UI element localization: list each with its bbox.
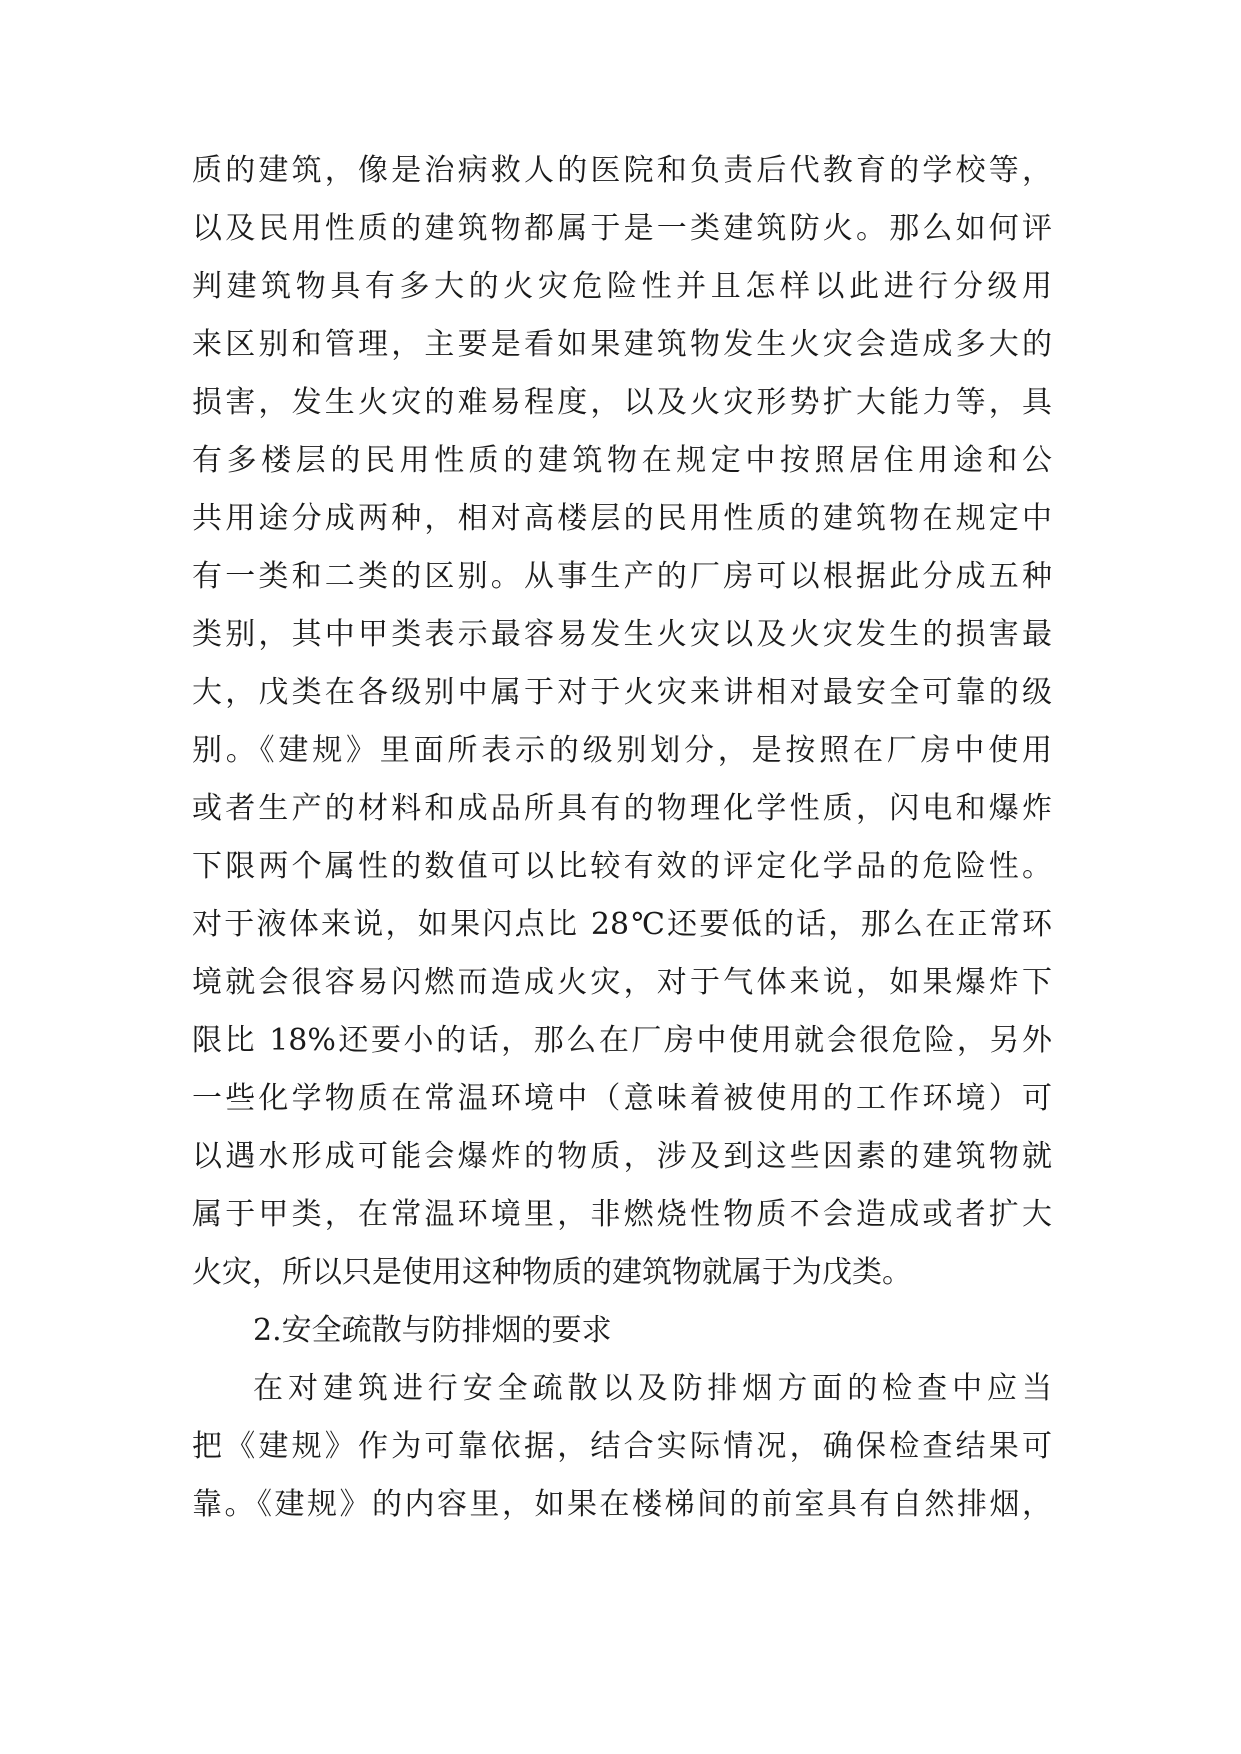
paragraph-line: 把《建规》作为可靠依据，结合实际情况，确保检查结果可 xyxy=(192,1429,1052,1464)
paragraph-line: 对于液体来说，如果闪点比 28℃还要低的话，那么在正常环 xyxy=(192,907,1052,942)
paragraph-line: 来区别和管理，主要是看如果建筑物发生火灾会造成多大的 xyxy=(192,327,1052,362)
paragraph-line: 大，戊类在各级别中属于对于火灾来讲相对最安全可靠的级 xyxy=(192,675,1052,710)
paragraph-line: 属于甲类，在常温环境里，非燃烧性物质不会造成或者扩大 xyxy=(192,1197,1052,1232)
paragraph-line: 以遇水形成可能会爆炸的物质，涉及到这些因素的建筑物就 xyxy=(192,1139,1052,1174)
paragraph-line: 火灾，所以只是使用这种物质的建筑物就属于为戊类。 xyxy=(192,1255,912,1290)
paragraph-line: 一些化学物质在常温环境中（意味着被使用的工作环境）可 xyxy=(192,1081,1052,1116)
paragraph-line: 有多楼层的民用性质的建筑物在规定中按照居住用途和公 xyxy=(192,443,1052,478)
paragraph-line: 损害，发生火灾的难易程度，以及火灾形势扩大能力等，具 xyxy=(192,385,1052,420)
section-heading: 2.安全疏散与防排烟的要求 xyxy=(253,1313,612,1348)
paragraph-line: 质的建筑，像是治病救人的医院和负责后代教育的学校等， xyxy=(192,153,1052,188)
paragraph-line: 下限两个属性的数值可以比较有效的评定化学品的危险性。 xyxy=(192,849,1052,884)
paragraph-line: 判建筑物具有多大的火灾危险性并且怎样以此进行分级用 xyxy=(192,269,1052,304)
paragraph-line: 或者生产的材料和成品所具有的物理化学性质，闪电和爆炸 xyxy=(192,791,1052,826)
paragraph-line: 共用途分成两种，相对高楼层的民用性质的建筑物在规定中 xyxy=(192,501,1052,536)
paragraph-line: 靠。《建规》的内容里，如果在楼梯间的前室具有自然排烟， xyxy=(192,1487,1052,1522)
paragraph-line: 别。《建规》里面所表示的级别划分，是按照在厂房中使用 xyxy=(192,733,1052,768)
paragraph-line: 限比 18%还要小的话，那么在厂房中使用就会很危险，另外 xyxy=(192,1023,1052,1058)
paragraph-line: 类别，其中甲类表示最容易发生火灾以及火灾发生的损害最 xyxy=(192,617,1052,652)
paragraph-line: 在对建筑进行安全疏散以及防排烟方面的检查中应当 xyxy=(253,1371,1052,1406)
paragraph-line: 有一类和二类的区别。从事生产的厂房可以根据此分成五种 xyxy=(192,559,1052,594)
paragraph-line: 以及民用性质的建筑物都属于是一类建筑防火。那么如何评 xyxy=(192,211,1052,246)
paragraph-line: 境就会很容易闪燃而造成火灾，对于气体来说，如果爆炸下 xyxy=(192,965,1052,1000)
